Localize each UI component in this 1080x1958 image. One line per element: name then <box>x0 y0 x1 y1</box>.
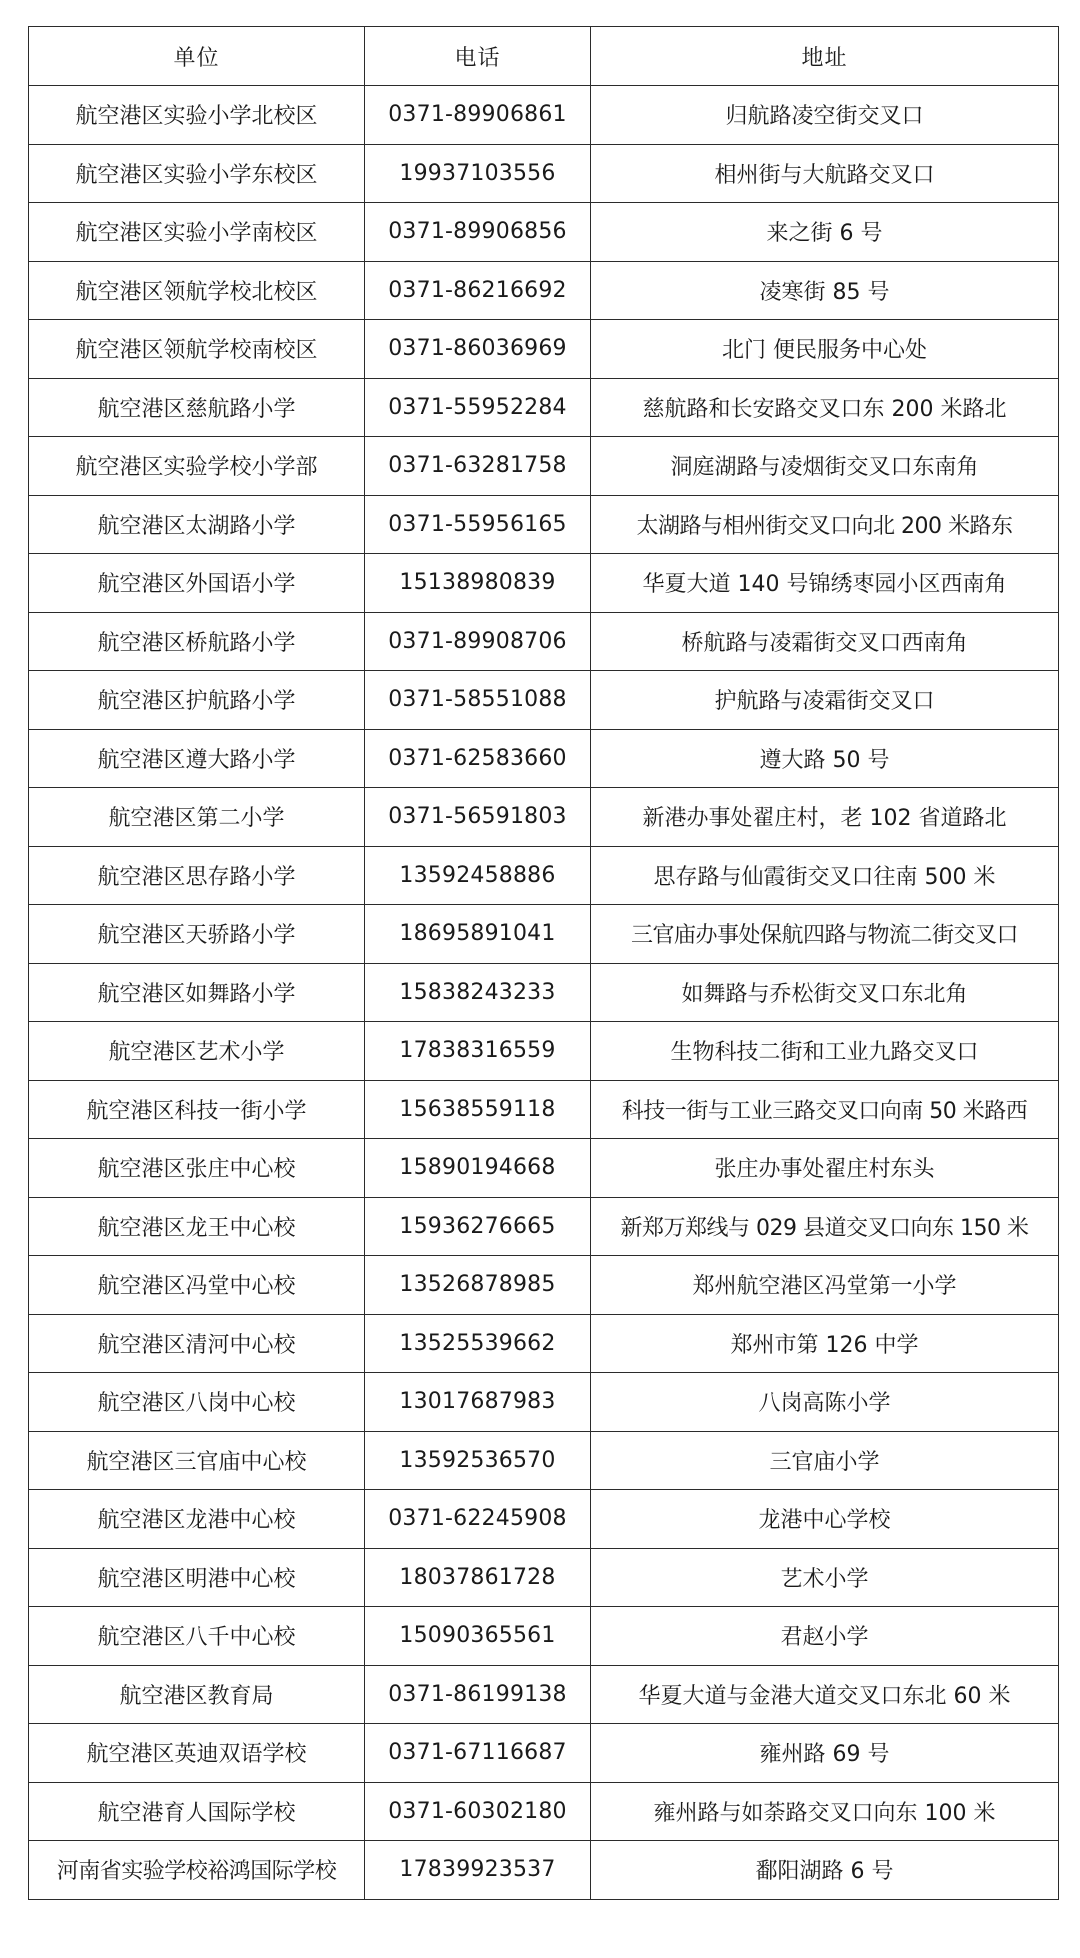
address-cell: 三官庙小学 <box>591 1431 1059 1490</box>
table-row <box>29 788 1059 847</box>
table-row <box>29 144 1059 203</box>
address-cell: 郑州航空港区冯堂第一小学 <box>591 1256 1059 1315</box>
address-cell: 郑州市第 126 中学 <box>591 1314 1059 1373</box>
phone-cell: 0371-62583660 <box>365 729 591 788</box>
address-cell: 雍州路 69 号 <box>591 1724 1059 1783</box>
table-row <box>29 905 1059 964</box>
unit-cell: 航空港区清河中心校 <box>29 1314 365 1373</box>
unit-cell: 航空港区教育局 <box>29 1665 365 1724</box>
address-cell: 思存路与仙霞街交叉口往南 500 米 <box>591 846 1059 905</box>
address-cell: 张庄办事处翟庄村东头 <box>591 1139 1059 1198</box>
phone-cell: 19937103556 <box>365 144 591 203</box>
phone-cell: 13526878985 <box>365 1256 591 1315</box>
unit-cell: 航空港区领航学校南校区 <box>29 320 365 379</box>
table-row <box>29 495 1059 554</box>
address-cell: 艺术小学 <box>591 1548 1059 1607</box>
phone-cell: 15890194668 <box>365 1139 591 1198</box>
phone-cell: 0371-89908706 <box>365 612 591 671</box>
unit-cell: 航空港区如舞路小学 <box>29 963 365 1022</box>
address-cell: 鄱阳湖路 6 号 <box>591 1841 1059 1900</box>
address-cell: 遵大路 50 号 <box>591 729 1059 788</box>
address-cell: 相州街与大航路交叉口 <box>591 144 1059 203</box>
unit-cell: 航空港区桥航路小学 <box>29 612 365 671</box>
unit-cell: 航空港区艺术小学 <box>29 1022 365 1081</box>
unit-cell: 航空港区龙港中心校 <box>29 1490 365 1549</box>
phone-cell: 15936276665 <box>365 1197 591 1256</box>
unit-cell: 航空港区龙王中心校 <box>29 1197 365 1256</box>
unit-cell: 航空港区八千中心校 <box>29 1607 365 1666</box>
table-row <box>29 1724 1059 1783</box>
address-cell: 如舞路与乔松街交叉口东北角 <box>591 963 1059 1022</box>
unit-cell: 航空港区实验学校小学部 <box>29 437 365 496</box>
phone-cell: 17839923537 <box>365 1841 591 1900</box>
table-row <box>29 261 1059 320</box>
unit-cell: 河南省实验学校裕鸿国际学校 <box>29 1841 365 1900</box>
phone-cell: 0371-63281758 <box>365 437 591 496</box>
phone-cell: 13592536570 <box>365 1431 591 1490</box>
phone-cell: 0371-86036969 <box>365 320 591 379</box>
table-row <box>29 612 1059 671</box>
table-row <box>29 1782 1059 1841</box>
table-row <box>29 846 1059 905</box>
table-row <box>29 1373 1059 1432</box>
address-cell: 新港办事处翟庄村，老 102 省道路北 <box>591 788 1059 847</box>
address-cell: 科技一街与工业三路交叉口向南 50 米路西 <box>591 1080 1059 1139</box>
address-cell: 君赵小学 <box>591 1607 1059 1666</box>
address-cell: 三官庙办事处保航四路与物流二街交叉口 <box>591 905 1059 964</box>
unit-cell: 航空港区慈航路小学 <box>29 378 365 437</box>
table-row <box>29 554 1059 613</box>
table-row <box>29 203 1059 262</box>
phone-cell: 0371-60302180 <box>365 1782 591 1841</box>
table-row <box>29 1665 1059 1724</box>
address-cell: 龙港中心学校 <box>591 1490 1059 1549</box>
header-row <box>29 27 1059 86</box>
phone-cell: 15138980839 <box>365 554 591 613</box>
table-row <box>29 1314 1059 1373</box>
unit-cell: 航空港区思存路小学 <box>29 846 365 905</box>
phone-cell: 18037861728 <box>365 1548 591 1607</box>
table-row <box>29 1607 1059 1666</box>
address-cell: 洞庭湖路与凌烟街交叉口东南角 <box>591 437 1059 496</box>
header-unit: 单位 <box>29 27 365 86</box>
table-row <box>29 437 1059 496</box>
phone-cell: 15638559118 <box>365 1080 591 1139</box>
unit-cell: 航空港区实验小学南校区 <box>29 203 365 262</box>
phone-cell: 0371-56591803 <box>365 788 591 847</box>
address-cell: 凌寒街 85 号 <box>591 261 1059 320</box>
header-phone: 电话 <box>365 27 591 86</box>
phone-cell: 0371-89906856 <box>365 203 591 262</box>
school-contact-sheet <box>28 26 1058 1900</box>
unit-cell: 航空港区太湖路小学 <box>29 495 365 554</box>
unit-cell: 航空港区遵大路小学 <box>29 729 365 788</box>
table-row <box>29 729 1059 788</box>
table-row <box>29 86 1059 145</box>
unit-cell: 航空港区第二小学 <box>29 788 365 847</box>
unit-cell: 航空港区实验小学东校区 <box>29 144 365 203</box>
phone-cell: 18695891041 <box>365 905 591 964</box>
phone-cell: 15838243233 <box>365 963 591 1022</box>
table-row <box>29 320 1059 379</box>
unit-cell: 航空港区明港中心校 <box>29 1548 365 1607</box>
address-cell: 华夏大道 140 号锦绣枣园小区西南角 <box>591 554 1059 613</box>
phone-cell: 0371-89906861 <box>365 86 591 145</box>
table-row <box>29 1080 1059 1139</box>
unit-cell: 航空港区实验小学北校区 <box>29 86 365 145</box>
unit-cell: 航空港育人国际学校 <box>29 1782 365 1841</box>
phone-cell: 15090365561 <box>365 1607 591 1666</box>
address-cell: 慈航路和长安路交叉口东 200 米路北 <box>591 378 1059 437</box>
address-cell: 北门 便民服务中心处 <box>591 320 1059 379</box>
unit-cell: 航空港区三官庙中心校 <box>29 1431 365 1490</box>
table-row <box>29 963 1059 1022</box>
unit-cell: 航空港区天骄路小学 <box>29 905 365 964</box>
table-row <box>29 1548 1059 1607</box>
phone-cell: 0371-58551088 <box>365 671 591 730</box>
header-address: 地址 <box>591 27 1059 86</box>
phone-cell: 0371-86216692 <box>365 261 591 320</box>
phone-cell: 13017687983 <box>365 1373 591 1432</box>
phone-cell: 13525539662 <box>365 1314 591 1373</box>
address-cell: 桥航路与凌霜街交叉口西南角 <box>591 612 1059 671</box>
address-cell: 来之街 6 号 <box>591 203 1059 262</box>
unit-cell: 航空港区冯堂中心校 <box>29 1256 365 1315</box>
table-row <box>29 1841 1059 1900</box>
address-cell: 雍州路与如荼路交叉口向东 100 米 <box>591 1782 1059 1841</box>
address-cell: 归航路凌空街交叉口 <box>591 86 1059 145</box>
unit-cell: 航空港区英迪双语学校 <box>29 1724 365 1783</box>
table-body <box>29 86 1059 1900</box>
table-row <box>29 671 1059 730</box>
address-cell: 护航路与凌霜街交叉口 <box>591 671 1059 730</box>
address-cell: 八岗高陈小学 <box>591 1373 1059 1432</box>
address-cell: 新郑万郑线与 029 县道交叉口向东 150 米 <box>591 1197 1059 1256</box>
unit-cell: 航空港区护航路小学 <box>29 671 365 730</box>
school-contact-table <box>28 26 1059 1900</box>
phone-cell: 0371-55956165 <box>365 495 591 554</box>
unit-cell: 航空港区八岗中心校 <box>29 1373 365 1432</box>
phone-cell: 0371-67116687 <box>365 1724 591 1783</box>
phone-cell: 17838316559 <box>365 1022 591 1081</box>
address-cell: 华夏大道与金港大道交叉口东北 60 米 <box>591 1665 1059 1724</box>
table-row <box>29 1139 1059 1198</box>
phone-cell: 0371-62245908 <box>365 1490 591 1549</box>
unit-cell: 航空港区外国语小学 <box>29 554 365 613</box>
table-row <box>29 1022 1059 1081</box>
table-row <box>29 1197 1059 1256</box>
table-row <box>29 1431 1059 1490</box>
phone-cell: 13592458886 <box>365 846 591 905</box>
phone-cell: 0371-55952284 <box>365 378 591 437</box>
table-header <box>29 27 1059 86</box>
unit-cell: 航空港区张庄中心校 <box>29 1139 365 1198</box>
phone-cell: 0371-86199138 <box>365 1665 591 1724</box>
address-cell: 生物科技二街和工业九路交叉口 <box>591 1022 1059 1081</box>
table-row <box>29 1256 1059 1315</box>
table-row <box>29 1490 1059 1549</box>
address-cell: 太湖路与相州街交叉口向北 200 米路东 <box>591 495 1059 554</box>
unit-cell: 航空港区科技一街小学 <box>29 1080 365 1139</box>
table-row <box>29 378 1059 437</box>
unit-cell: 航空港区领航学校北校区 <box>29 261 365 320</box>
